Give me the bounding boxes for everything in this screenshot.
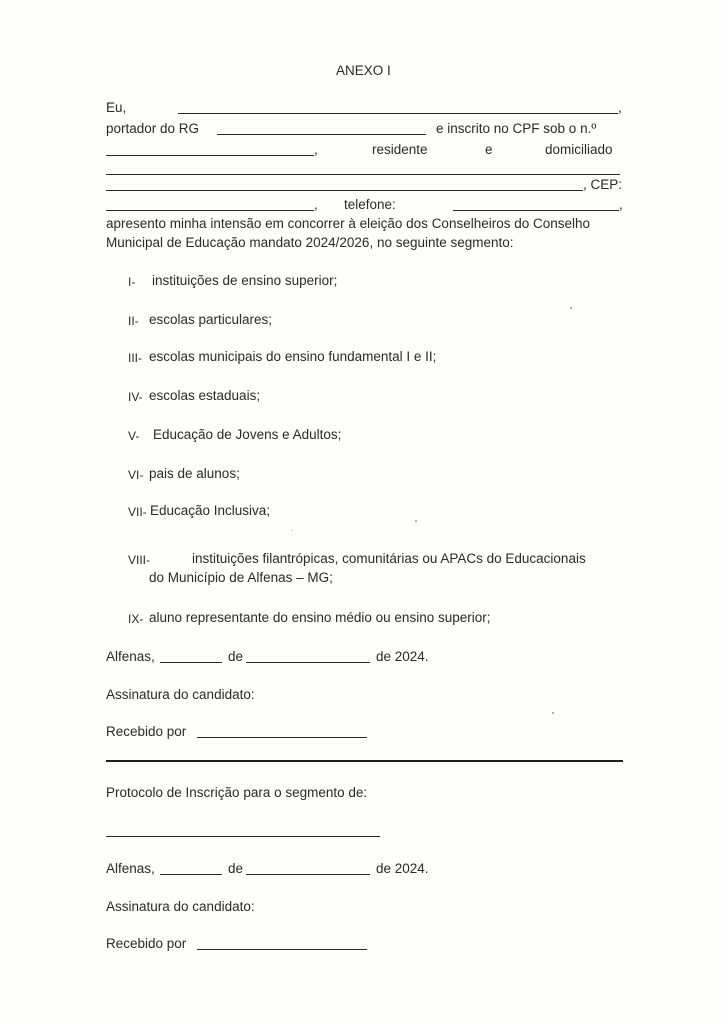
received-blank[interactable] <box>197 949 367 950</box>
segment-text: pais de alunos; <box>149 466 240 481</box>
label-de: de <box>228 649 244 664</box>
segment-number: IX- <box>128 612 144 626</box>
label-signature: Assinatura do candidato: <box>106 687 255 702</box>
comma: , <box>618 100 622 115</box>
segment-number: VII- <box>128 505 147 519</box>
segment-text: escolas estaduais; <box>149 388 261 403</box>
segment-text: instituições filantrópicas, comunitárias ou APACs do Educacionais <box>192 551 586 566</box>
label-city: Alfenas, <box>106 861 155 876</box>
intent-text-line-2: Municipal de Educação mandato 2024/2026, no seguinte segmento: <box>106 235 514 250</box>
protocol-label: Protocolo de Inscrição para o segmento de: <box>106 785 368 800</box>
label-e: e <box>485 142 493 157</box>
label-residente: residente <box>372 142 428 157</box>
scan-speck <box>552 712 554 714</box>
address-blank-1[interactable] <box>106 174 620 175</box>
segment-text: Educação de Jovens e Adultos; <box>153 427 342 442</box>
month-blank[interactable] <box>246 662 370 663</box>
segment-number: IV- <box>128 390 143 404</box>
protocol-segment-blank[interactable] <box>106 836 380 837</box>
page-title: ANEXO I <box>336 63 391 78</box>
segment-text: escolas municipais do ensino fundamental I e II; <box>149 349 437 364</box>
rg-blank[interactable] <box>217 134 426 135</box>
address-blank-2[interactable] <box>106 190 583 191</box>
scan-speck <box>415 520 417 522</box>
label-portador-rg: portador do RG <box>106 121 200 136</box>
label-cep: , CEP: <box>583 177 623 192</box>
label-received-by: Recebido por <box>106 936 187 951</box>
cpf-blank[interactable] <box>106 155 314 156</box>
label-domiciliado: domiciliado <box>545 142 613 157</box>
label-year: de 2024. <box>376 861 429 876</box>
label-city: Alfenas, <box>106 649 155 664</box>
segment-number: V- <box>128 429 140 443</box>
segment-text: Educação Inclusiva; <box>150 503 271 518</box>
label-year: de 2024. <box>376 649 429 664</box>
section-divider <box>106 760 623 762</box>
segment-number: II- <box>128 314 139 328</box>
segment-number: VI- <box>128 468 144 482</box>
label-signature: Assinatura do candidato: <box>106 899 255 914</box>
scan-speck <box>292 530 293 531</box>
day-blank[interactable] <box>160 662 222 663</box>
label-inscrito-cpf: e inscrito no CPF sob o n.º <box>436 121 597 136</box>
scan-speck <box>570 307 572 309</box>
segment-text: escolas particulares; <box>149 312 273 327</box>
day-blank[interactable] <box>160 874 222 875</box>
intent-text-line-1: apresento minha intensão em concorrer à eleição dos Conselheiros do Conselho <box>106 216 591 231</box>
cep-blank[interactable] <box>106 210 314 211</box>
comma: , <box>619 197 623 212</box>
comma: , <box>314 142 318 157</box>
label-received-by: Recebido por <box>106 724 187 739</box>
label-telefone: telefone: <box>344 197 396 212</box>
month-blank[interactable] <box>246 874 370 875</box>
name-blank[interactable] <box>178 113 618 114</box>
label-de: de <box>228 861 244 876</box>
label-eu: Eu, <box>106 100 127 115</box>
telefone-blank[interactable] <box>453 210 619 211</box>
segment-number: I- <box>128 275 136 289</box>
comma: , <box>314 197 318 212</box>
segment-number: VIII- <box>128 553 151 567</box>
received-blank[interactable] <box>197 737 367 738</box>
segment-text-continuation: do Município de Alfenas – MG; <box>149 570 333 585</box>
segment-text: aluno representante do ensino médio ou ensino superior; <box>149 610 491 625</box>
segment-number: III- <box>128 351 142 365</box>
segment-text: instituições de ensino superior; <box>152 273 338 288</box>
